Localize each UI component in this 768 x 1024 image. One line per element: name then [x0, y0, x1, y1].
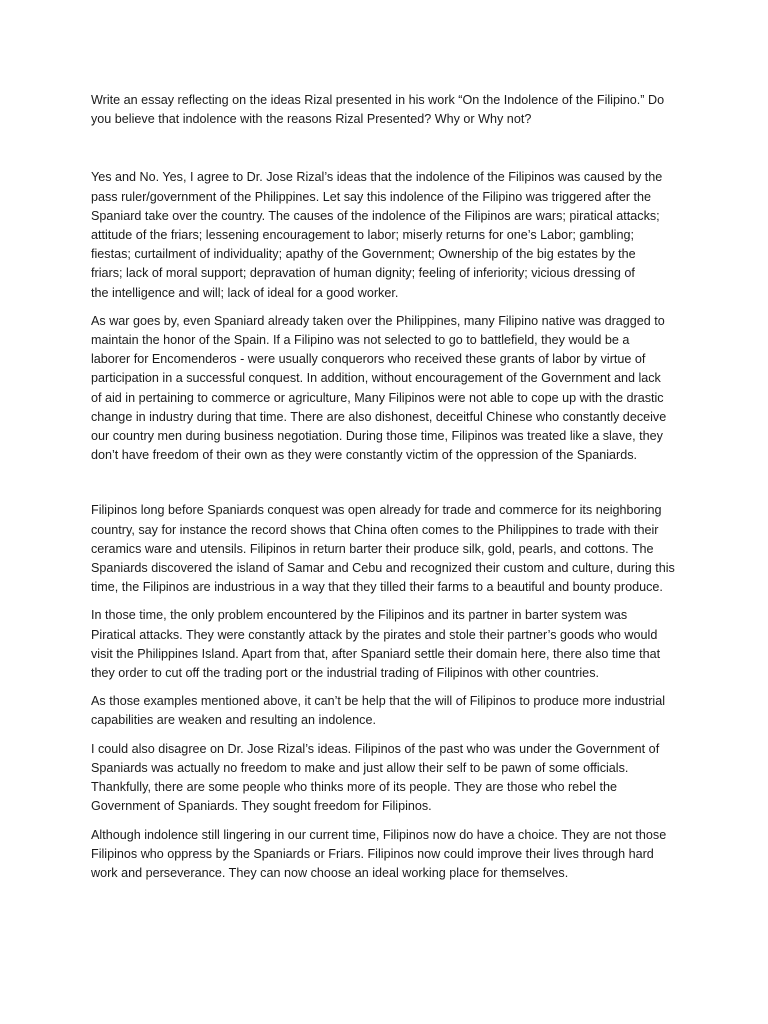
prompt-line: Write an essay reflecting on the ideas Rizal presented in his work “On the Indolence of the Filipino.” Do: [91, 93, 665, 107]
text-line: country, say for instance the record shows that China often comes to the Philippines to trade with their: [91, 522, 659, 537]
text-line: Government of Spaniards. They sought freedom for Filipinos.: [91, 799, 432, 814]
text-line: work and perseverance. They can now choose an ideal working place for themselves.: [91, 865, 569, 880]
text-line: fiestas; curtailment of individuality; apathy of the Government; Ownership of the big estates by the: [91, 247, 636, 262]
text-line: Spaniards discovered the island of Samar and Cebu and recognized their custom and culture, during this: [91, 561, 675, 576]
spacer: [91, 138, 691, 168]
text-line: Although indolence still lingering in our current time, Filipinos now do have a choice. They are not those: [91, 827, 667, 842]
paragraph-intro: [91, 168, 691, 302]
paragraph-conclusion: [91, 826, 691, 884]
text-line: the intelligence and will; lack of ideal for a good worker.: [91, 285, 399, 300]
text-line: Spaniard take over the country. The causes of the indolence of the Filipinos are wars; piratical attacks;: [91, 208, 660, 223]
text-line: don’t have freedom of their own as they were constantly victim of the oppression of the Spaniards.: [91, 448, 638, 463]
spacer: [91, 474, 691, 501]
text-line: they order to cut off the trading port or the industrial trading of Filipinos with other countries.: [91, 666, 599, 681]
text-line: As those examples mentioned above, it can’t be help that the will of Filipinos to produce more industrial: [91, 694, 666, 709]
text-line: visit the Philippines Island. Apart from that, after Spaniard settle their domain here, there also time that: [91, 646, 661, 661]
text-line: Thankfully, there are some people who thinks more of its people. They are those who rebel the: [91, 780, 617, 795]
text-line: of aid in pertaining to commerce or agriculture, Many Filipinos were not able to cope up with the drastic: [91, 390, 664, 405]
text-line: Filipinos who oppress by the Spaniards or Friars. Filipinos now could improve their lives through hard: [91, 846, 654, 861]
text-line: attitude of the friars; lessening encouragement to labor; miserly returns for one’s Labor; gambling;: [91, 228, 634, 243]
text-line: Spaniards was actually no freedom to make and just allow their self to be pawn of some officials.: [91, 760, 629, 775]
text-line: participation in a successful conquest. In addition, without encouragement of the Government and lack: [91, 371, 661, 386]
paragraph-examples: [91, 692, 691, 730]
text-line: Piratical attacks. They were constantly attack by the pirates and stole their partner’s goods who would: [91, 627, 658, 642]
text-line: friars; lack of moral support; depravation of human dignity; feeling of inferiority; vicious dressing of: [91, 266, 635, 281]
text-line: Filipinos long before Spaniards conquest was open already for trade and commerce for its neighboring: [91, 503, 662, 518]
text-line: maintain the honor of the Spain. If a Filipino was not selected to go to battlefield, they would be a: [91, 333, 630, 348]
text-line: As war goes by, even Spaniard already taken over the Philippines, many Filipino native was dragged to: [91, 313, 665, 328]
document-page: [91, 91, 691, 892]
paragraph-disagree: [91, 740, 691, 817]
text-line: our country men during business negotiation. During those time, Filipinos was treated like a slave, they: [91, 429, 663, 444]
text-line: time, the Filipinos are industrious in a way that they tilled their farms to a beautiful and bounty produce.: [91, 580, 663, 595]
text-line: capabilities are weaken and resulting an indolence.: [91, 713, 376, 728]
text-line: change in industry during that time. There are also dishonest, deceitful Chinese who constantly deceive: [91, 409, 667, 424]
paragraph-war: [91, 312, 691, 466]
paragraph-trade: [91, 501, 691, 597]
text-line: laborer for Encomenderos - were usually conquerors who received these grants of labor by virtue of: [91, 352, 646, 367]
text-line: pass ruler/government of the Philippines. Let say this indolence of the Filipino was triggered after the: [91, 189, 652, 204]
prompt-line: you believe that indolence with the reasons Rizal Presented? Why or Why not?: [91, 112, 532, 127]
essay-prompt: [91, 91, 691, 129]
text-line: I could also disagree on Dr. Jose Rizal’s ideas. Filipinos of the past who was under the Government of: [91, 741, 660, 756]
text-line: Yes and No. Yes, I agree to Dr. Jose Rizal’s ideas that the indolence of the Filipinos was caused by the: [91, 170, 663, 185]
text-line: In those time, the only problem encountered by the Filipinos and its partner in barter system was: [91, 608, 628, 623]
paragraph-pirates: [91, 606, 691, 683]
text-line: ceramics ware and utensils. Filipinos in return barter their produce silk, gold, pearls, and cottons. The: [91, 541, 654, 556]
